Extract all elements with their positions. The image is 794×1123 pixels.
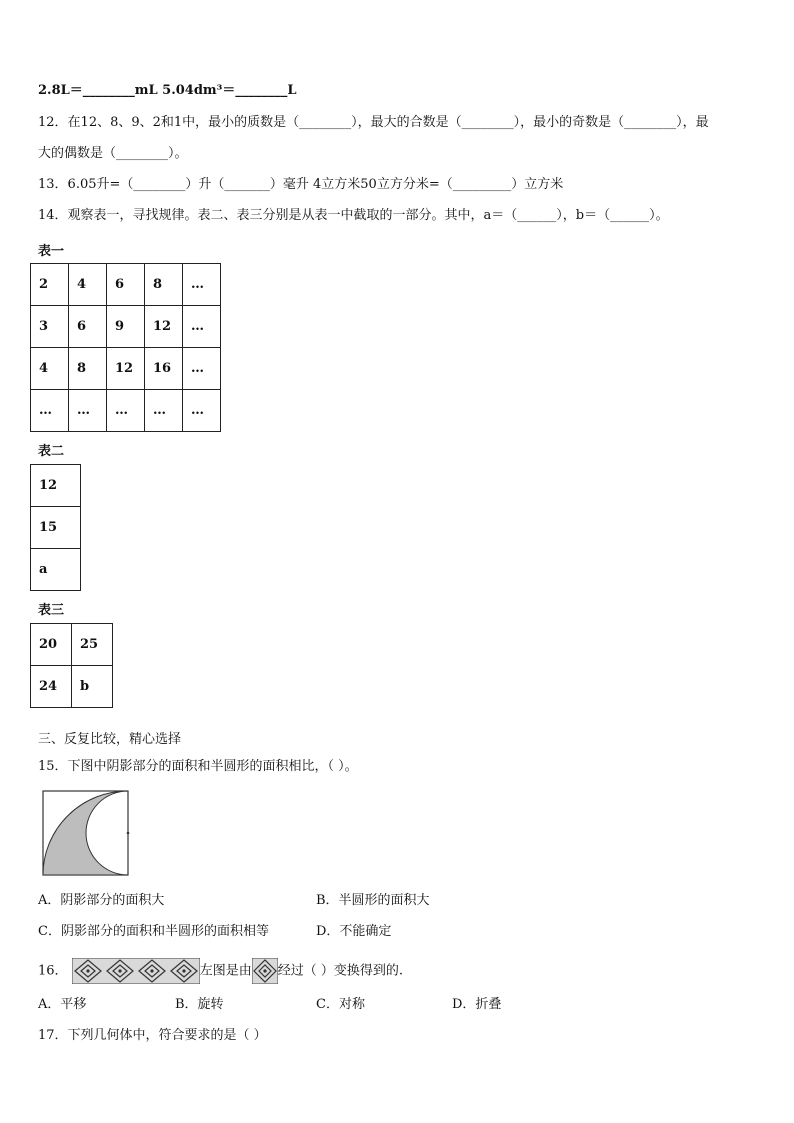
shaded-figure (42, 790, 132, 878)
diamond-pattern-strip-icon (72, 958, 200, 984)
question-14: 14．观察表一，寻找规律。表二、表三分别是从表一中截取的一部分。其中，a＝（______），b＝（______）。 (38, 208, 669, 223)
table-cell: … (69, 390, 107, 432)
table-cell: … (183, 348, 221, 390)
question-16-number: 16． (38, 963, 68, 979)
table-row (31, 549, 81, 591)
table-row (31, 264, 221, 306)
diamond-pattern-unit-icon (252, 958, 278, 984)
table-cell: 12 (31, 465, 81, 507)
table-cell: 16 (145, 348, 183, 390)
question-17: 17．下列几何体中，符合要求的是（ ） (38, 1028, 267, 1043)
question-16-text-2: 经过（ ）变换得到的. (277, 963, 403, 979)
question-15-option-d: D．不能确定 (316, 924, 392, 939)
question-16-text-1: 左图是由 (199, 963, 252, 979)
table-cell: 4 (31, 348, 69, 390)
question-16 (38, 958, 403, 984)
table-cell: 20 (31, 624, 72, 666)
table-cell: 4 (69, 264, 107, 306)
question-13: 13．6.05升=（________）升（_______）毫升 4立方米50立方分米=（_________）立方米 (38, 177, 564, 192)
table-3 (30, 623, 113, 708)
table-cell: 3 (31, 306, 69, 348)
table-1 (30, 263, 221, 432)
table-2-label: 表二 (38, 444, 65, 459)
table-cell: 8 (69, 348, 107, 390)
table-cell: … (183, 306, 221, 348)
question-16-option-c: C．对称 (316, 997, 365, 1012)
table-cell: … (107, 390, 145, 432)
question-16-option-a: A．平移 (38, 997, 87, 1012)
table-cell: 8 (145, 264, 183, 306)
table-row (31, 624, 113, 666)
table-cell: … (145, 390, 183, 432)
table-cell: … (183, 264, 221, 306)
question-15-option-a: A．阴影部分的面积大 (38, 893, 165, 908)
table-row (31, 465, 81, 507)
table-row (31, 390, 221, 432)
question-15-option-c: C．阴影部分的面积和半圆形的面积相等 (38, 924, 269, 939)
table-row (31, 306, 221, 348)
table-cell: 15 (31, 507, 81, 549)
table-cell: … (31, 390, 69, 432)
table-cell: 12 (145, 306, 183, 348)
table-row (31, 666, 113, 708)
table-cell: 24 (31, 666, 72, 708)
table-row (31, 507, 81, 549)
table-cell: 6 (107, 264, 145, 306)
table-cell: 9 (107, 306, 145, 348)
table-row (31, 348, 221, 390)
question-15: 15．下图中阴影部分的面积和半圆形的面积相比，（ ）。 (38, 759, 358, 774)
question-12-line1: 12．在12、8、9、2和1中，最小的质数是（________），最大的合数是（________），最小的奇数是（________），最 (38, 115, 709, 130)
table-cell: 12 (107, 348, 145, 390)
table-cell: 2 (31, 264, 69, 306)
table-cell: … (183, 390, 221, 432)
table-cell: b (72, 666, 113, 708)
question-16-option-d: D．折叠 (452, 997, 502, 1012)
table-cell: 6 (69, 306, 107, 348)
table-2 (30, 464, 81, 591)
question-15-option-b: B．半圆形的面积大 (316, 893, 430, 908)
question-16-option-b: B．旋转 (175, 997, 224, 1012)
table-cell: a (31, 549, 81, 591)
table-3-label: 表三 (38, 603, 65, 618)
table-1-label: 表一 (38, 244, 65, 259)
conversion-line: 2.8L＝________mL 5.04dm³＝________L (38, 83, 297, 98)
table-cell: 25 (72, 624, 113, 666)
question-12-line2: 大的偶数是（________）。 (38, 146, 188, 161)
section-3-heading: 三、反复比较，精心选择 (38, 732, 182, 747)
